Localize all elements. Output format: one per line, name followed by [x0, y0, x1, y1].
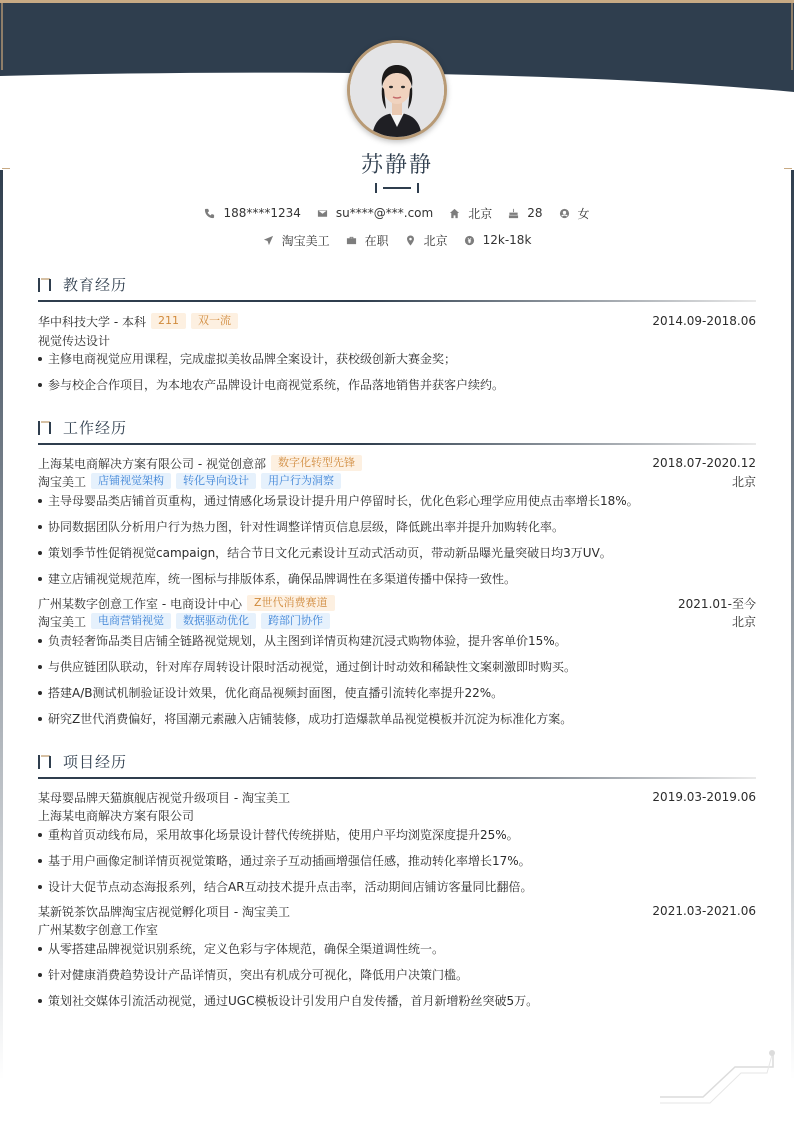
- job-header-row: [38, 454, 756, 472]
- salary-text: 12k-18k: [482, 233, 532, 247]
- education-header-row: [38, 312, 756, 330]
- target-city-text: 北京: [423, 233, 448, 248]
- city-text: 北京: [468, 206, 493, 221]
- phone-icon: [204, 208, 215, 219]
- email-item: [317, 205, 433, 221]
- city-item: [449, 205, 492, 221]
- user-circle-icon: [559, 208, 570, 219]
- candidate-name: 苏静静: [360, 153, 433, 178]
- send-icon: [263, 235, 274, 246]
- age-item: [508, 205, 542, 221]
- job-header-row: [38, 594, 756, 612]
- job-bullet: 搭建A/B测试机制验证设计效果，优化商品视频封面图，使直播引流转化率提升22%。: [38, 684, 756, 702]
- company-tag: 数字化转型先锋: [271, 455, 362, 471]
- project-name: 某新锐茶饮品牌淘宝店视觉孵化项目 - 淘宝美工: [38, 904, 290, 919]
- job-company: 上海某电商解决方案有限公司 - 视觉创意部: [38, 456, 266, 471]
- job-bullet: 研究Z世代消费偏好，将国潮元素融入店铺装修，成功打造爆款单品视觉模板并沉淀为标准化方案。: [38, 710, 756, 728]
- major-text: 视觉传达设计: [38, 333, 111, 348]
- project-name: 某母婴品牌天猫旗舰店视觉升级项目 - 淘宝美工: [38, 790, 290, 805]
- education-section-header: [38, 274, 756, 304]
- project-period: 2021.03-2021.06: [652, 904, 756, 918]
- age-text: 28: [527, 206, 543, 220]
- company-tag: Z世代消费赛道: [247, 595, 335, 611]
- money-icon: [464, 235, 475, 246]
- school-name: 华中科技大学 - 本科: [38, 314, 146, 329]
- project-company-row: [38, 920, 756, 938]
- work-title: 工作经历: [63, 419, 128, 437]
- project-company-row: [38, 806, 756, 824]
- job-bullet: 负责轻奢饰品类目店铺全链路视觉规划，从主图到详情页构建沉浸式购物体验，提升客单价15%。: [38, 632, 756, 650]
- phone-text: 188****1234: [223, 206, 301, 220]
- job-period: 2018.07-2020.12: [652, 456, 756, 470]
- contact-info-row: [0, 205, 794, 221]
- gender-text: 女: [577, 206, 590, 221]
- briefcase-icon: [346, 235, 357, 246]
- cake-icon: [508, 208, 519, 219]
- job-target-text: 淘宝美工: [281, 233, 330, 248]
- education-bullet: 参与校企合作项目，为本地农产品牌设计电商视觉系统，作品落地销售并获客户续约。: [38, 376, 756, 394]
- project-header-row: [38, 902, 756, 920]
- project-bullet: 策划社交媒体引流活动视觉，通过UGC模板设计引发用户自发传播，首月新增粉丝突破5万。: [38, 992, 756, 1010]
- education-period: 2014.09-2018.06: [652, 314, 756, 328]
- project-title: 项目经历: [63, 753, 128, 771]
- target-city-item: [405, 232, 448, 248]
- project-header-row: [38, 788, 756, 806]
- job-intent-row: [0, 232, 794, 248]
- school-tag: 双一流: [191, 313, 238, 329]
- job-location: 北京: [731, 614, 756, 629]
- name-divider: [375, 182, 419, 194]
- education-bullet: 主修电商视觉应用课程，完成虚拟美妆品牌全案设计，获校级创新大赛金奖；: [38, 350, 756, 368]
- job-bullet: 协同数据团队分析用户行为热力图，针对性调整详情页信息层级，降低跳出率并提升加购转化率。: [38, 518, 756, 536]
- section-mark-icon: [38, 755, 56, 769]
- skill-tag: 转化导向设计: [176, 473, 256, 489]
- job-period: 2021.01-至今: [678, 596, 756, 611]
- project-bullet: 针对健康消费趋势设计产品详情页，突出有机成分可视化，降低用户决策门槛。: [38, 966, 756, 984]
- job-bullet: 建立店铺视觉规范库，统一图标与排版体系，确保品牌调性在多渠道传播中保持一致性。: [38, 570, 756, 588]
- mail-icon: [317, 208, 328, 219]
- job-company: 广州某数字创意工作室 - 电商设计中心: [38, 596, 242, 611]
- section-rule: [38, 443, 756, 445]
- section-mark-icon: [38, 421, 56, 435]
- corner-decoration: [655, 1045, 780, 1110]
- job-target-item: [263, 232, 330, 248]
- job-role-row: [38, 472, 756, 490]
- section-rule: [38, 777, 756, 779]
- project-company: 上海某电商解决方案有限公司: [38, 808, 195, 823]
- gender-item: [559, 205, 590, 221]
- skill-tag: 电商营销视觉: [91, 613, 171, 629]
- job-bullet: 策划季节性促销视觉campaign，结合节日文化元素设计互动式活动页，带动新品曝光量突破日均3万UV。: [38, 544, 756, 562]
- status-text: 在职: [364, 233, 389, 248]
- skill-tag: 数据驱动优化: [176, 613, 256, 629]
- avatar-photo: [347, 40, 447, 140]
- major-row: [38, 331, 756, 349]
- job-bullet: 主导母婴品类店铺首页重构，通过情感化场景设计提升用户停留时长，优化色彩心理学应用使点击率增长18%。: [38, 492, 756, 510]
- home-icon: [449, 208, 460, 219]
- status-item: [346, 232, 389, 248]
- education-title: 教育经历: [63, 276, 128, 294]
- skill-tag: 用户行为洞察: [261, 473, 341, 489]
- salary-item: [464, 232, 532, 248]
- skill-tag: 跨部门协作: [261, 613, 330, 629]
- skill-tag: 店铺视觉架构: [91, 473, 171, 489]
- project-bullet: 重构首页动线布局，采用故事化场景设计替代传统拼贴，使用户平均浏览深度提升25%。: [38, 826, 756, 844]
- project-period: 2019.03-2019.06: [652, 790, 756, 804]
- email-text: su****@***.com: [335, 206, 434, 220]
- school-tag: 211: [151, 313, 186, 329]
- section-rule: [38, 300, 756, 302]
- job-role: 淘宝美工: [38, 614, 87, 629]
- project-section-header: [38, 751, 756, 781]
- phone-item: [204, 205, 300, 221]
- job-location: 北京: [731, 474, 756, 489]
- work-section-header: [38, 417, 756, 447]
- job-role-row: [38, 612, 756, 630]
- project-company: 广州某数字创意工作室: [38, 922, 159, 937]
- location-pin-icon: [405, 235, 416, 246]
- project-bullet: 从零搭建品牌视觉识别系统，定义色彩与字体规范，确保全渠道调性统一。: [38, 940, 756, 958]
- project-bullet: 设计大促节点动态海报系列，结合AR互动技术提升点击率，活动期间店铺访客量同比翻倍。: [38, 878, 756, 896]
- job-bullet: 与供应链团队联动，针对库存周转设计限时活动视觉，通过倒计时动效和稀缺性文案刺激即时购买。: [38, 658, 756, 676]
- section-mark-icon: [38, 278, 56, 292]
- project-bullet: 基于用户画像定制详情页视觉策略，通过亲子互动插画增强信任感，推动转化率增长17%。: [38, 852, 756, 870]
- job-role: 淘宝美工: [38, 474, 87, 489]
